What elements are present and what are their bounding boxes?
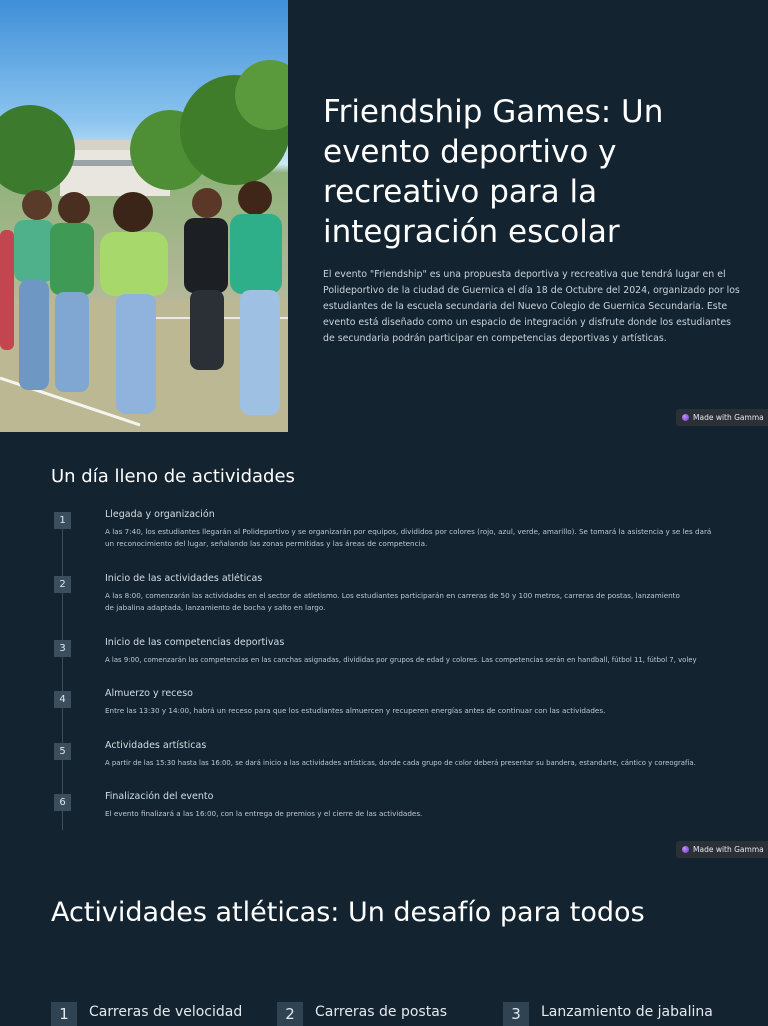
activity-label: Carreras de velocidad <box>89 1004 243 1020</box>
activity-number: 1 <box>51 1002 77 1026</box>
timeline-heading: Almuerzo y receso <box>105 688 193 699</box>
event-description: El evento "Friendship" es una propuesta deportiva y recreativa que tendrá lugar en el Polideportivo de la ciudad de Guernica el día 18 de Octubre del 2024, organizado por los estudiantes de la escuela secundaria del Nuevo Colegio de Guernica Secundaria. Este evento está diseñado como un espacio de integración y disfrute donde los estudiantes de secundaria podrán participar en competencias deportivas y artísticas. <box>323 269 740 345</box>
activity-label: Lanzamiento de jabalina <box>541 1004 713 1020</box>
made-with-gamma-badge[interactable] <box>676 841 768 858</box>
activity-number: 2 <box>277 1002 303 1026</box>
timeline-number: 5 <box>54 743 71 760</box>
timeline-heading: Finalización del evento <box>105 791 214 802</box>
gamma-logo-icon <box>682 846 689 853</box>
timeline-line <box>62 512 63 830</box>
timeline-heading: Inicio de las competencias deportivas <box>105 637 285 648</box>
timeline-text: A las 8:00, comenzarán las actividades en el sector de atletismo. Los estudiantes participarán en carreras de 50 y 100 metros, carreras de postas, lanzamiento de jabalina adaptada, lanzamiento de bocha y salto en largo. <box>105 591 680 612</box>
timeline-heading: Llegada y organización <box>105 509 215 520</box>
activity-number: 3 <box>503 1002 529 1026</box>
timeline-number: 2 <box>54 576 71 593</box>
timeline-number: 4 <box>54 691 71 708</box>
timeline-heading: Actividades artísticas <box>105 740 207 751</box>
badge-label: Made with Gamma <box>693 413 764 422</box>
timeline-number: 6 <box>54 794 71 811</box>
gamma-logo-icon <box>682 414 689 421</box>
activity-label: Carreras de postas <box>315 1004 448 1020</box>
students-photo <box>0 0 288 432</box>
hero-section <box>0 0 768 432</box>
timeline-number: 3 <box>54 640 71 657</box>
students-illustration <box>0 0 288 432</box>
timeline-heading: Inicio de las actividades atléticas <box>105 573 263 584</box>
timeline-text: A las 9:00, comenzarán las competencias en las canchas asignadas, divididas por grupos de edad y colores. Las competencias serán en handball, fútbol 11, fútbol 7, voley <box>105 656 697 664</box>
timeline-number: 1 <box>54 512 71 529</box>
timeline-title: Un día lleno de actividades <box>51 466 295 487</box>
athletics-title: Actividades atléticas: Un desafío para todos <box>51 897 645 928</box>
timeline-text: A las 7:40, los estudiantes llegarán al Polideportivo y se organizarán por equipos, divididos por colores (rojo, azul, verde, amarillo). Se tomará la asistencia y se les dará un reconocimiento del lugar, señalando las zonas permitidas y las áreas de competencia. <box>105 527 712 548</box>
timeline-text: A partir de las 15:30 hasta las 16:00, se dará inicio a las actividades artísticas, donde cada grupo de color deberá presentar su bandera, estandarte, cántico y coreografía. <box>105 759 696 767</box>
made-with-gamma-badge[interactable] <box>676 409 768 426</box>
timeline-text: Entre las 13:30 y 14:00, habrá un receso para que los estudiantes almuercen y recuperen energías antes de continuar con las actividades. <box>105 706 606 715</box>
timeline-text: El evento finalizará a las 16:00, con la entrega de premios y el cierre de las actividades. <box>105 809 423 818</box>
page-title: Friendship Games: Un evento deportivo y recreativo para la integración escolar <box>323 94 664 250</box>
badge-label: Made with Gamma <box>693 845 764 854</box>
